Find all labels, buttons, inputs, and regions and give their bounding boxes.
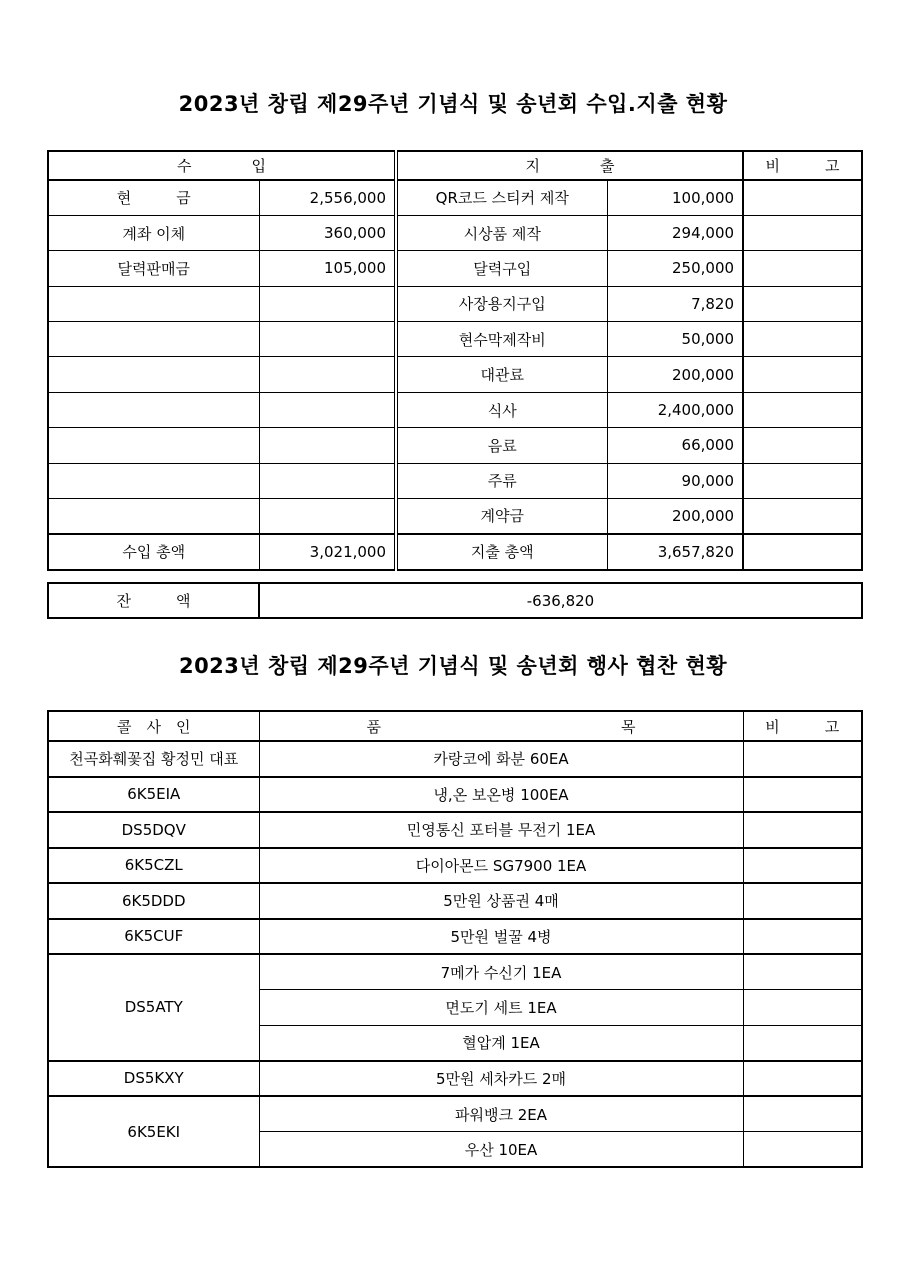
- sponsors-header-row: [48, 711, 862, 741]
- income-label: [48, 428, 259, 463]
- note-cell: [743, 215, 862, 250]
- note-cell: [743, 180, 862, 215]
- note-cell: [743, 954, 862, 990]
- sponsor-item: 파워뱅크 2EA: [259, 1096, 743, 1132]
- income-amount: [259, 428, 396, 463]
- sponsor-callsign: 6K5CZL: [48, 848, 259, 884]
- income-header: 수 입: [48, 151, 396, 180]
- note-cell: [743, 463, 862, 498]
- expense-label: 달력구입: [396, 251, 607, 286]
- sponsor-row: [48, 741, 862, 777]
- sponsor-item: 다이아몬드 SG7900 1EA: [259, 848, 743, 884]
- sponsor-row: [48, 1096, 862, 1132]
- finance-row: [48, 180, 862, 215]
- expense-amount: 66,000: [607, 428, 743, 463]
- income-amount: [259, 286, 396, 321]
- note-cell: [743, 322, 862, 357]
- note-cell: [743, 499, 862, 534]
- income-amount: 105,000: [259, 251, 396, 286]
- note-cell: [743, 534, 862, 570]
- sponsor-callsign: 6K5EKI: [48, 1096, 259, 1167]
- finance-row: [48, 428, 862, 463]
- finance-table: [47, 150, 863, 571]
- income-amount: [259, 392, 396, 427]
- income-label: [48, 499, 259, 534]
- note-cell: [743, 919, 862, 955]
- note-cell: [743, 1061, 862, 1097]
- expense-total-label: 지출 총액: [396, 534, 607, 570]
- note-cell: [743, 428, 862, 463]
- finance-row: [48, 463, 862, 498]
- sponsor-item: 혈압계 1EA: [259, 1025, 743, 1061]
- expense-header: 지 출: [396, 151, 743, 180]
- sponsor-callsign: DS5ATY: [48, 954, 259, 1061]
- income-amount: 2,556,000: [259, 180, 396, 215]
- income-total-label: 수입 총액: [48, 534, 259, 570]
- sponsor-callsign: 천곡화훼꽃집 황정민 대표: [48, 741, 259, 777]
- income-amount: 360,000: [259, 215, 396, 250]
- income-label: 달력판매금: [48, 251, 259, 286]
- balance-table: [47, 582, 863, 619]
- finance-row: [48, 215, 862, 250]
- income-total-amount: 3,021,000: [259, 534, 396, 570]
- finance-row: [48, 357, 862, 392]
- sponsor-row: [48, 848, 862, 884]
- income-label: 현 금: [48, 180, 259, 215]
- sponsor-callsign: DS5KXY: [48, 1061, 259, 1097]
- finance-title: 2023년 창립 제29주년 기념식 및 송년회 수입.지출 현황: [178, 92, 728, 116]
- income-label: [48, 286, 259, 321]
- note-cell: [743, 1096, 862, 1132]
- note-cell: [743, 741, 862, 777]
- sponsor-item: 5만원 세차카드 2매: [259, 1061, 743, 1097]
- expense-label: 시상품 제작: [396, 215, 607, 250]
- expense-label: 사장용지구입: [396, 286, 607, 321]
- note-cell: [743, 990, 862, 1026]
- sponsor-row: [48, 1061, 862, 1097]
- balance-label: 잔 액: [48, 583, 259, 618]
- note-header: 비 고: [743, 151, 862, 180]
- expense-amount: 294,000: [607, 215, 743, 250]
- expense-amount: 200,000: [607, 499, 743, 534]
- income-label: [48, 322, 259, 357]
- balance-value: -636,820: [259, 583, 862, 618]
- expense-total-amount: 3,657,820: [607, 534, 743, 570]
- note-cell: [743, 251, 862, 286]
- sponsor-item: 5만원 벌꿀 4병: [259, 919, 743, 955]
- note-cell: [743, 286, 862, 321]
- expense-label: 주류: [396, 463, 607, 498]
- sponsor-row: [48, 954, 862, 990]
- income-label: 계좌 이체: [48, 215, 259, 250]
- note-cell: [743, 357, 862, 392]
- expense-amount: 90,000: [607, 463, 743, 498]
- finance-row: [48, 286, 862, 321]
- income-label: [48, 357, 259, 392]
- item-header: 품 목: [259, 711, 743, 741]
- income-amount: [259, 357, 396, 392]
- income-amount: [259, 322, 396, 357]
- expense-amount: 250,000: [607, 251, 743, 286]
- finance-row: [48, 499, 862, 534]
- expense-label: 음료: [396, 428, 607, 463]
- finance-row: [48, 322, 862, 357]
- finance-row: [48, 251, 862, 286]
- sponsor-callsign: 6K5EIA: [48, 777, 259, 813]
- expense-amount: 200,000: [607, 357, 743, 392]
- income-amount: [259, 463, 396, 498]
- income-amount: [259, 499, 396, 534]
- note-cell: [743, 1025, 862, 1061]
- sponsor-item: 우산 10EA: [259, 1132, 743, 1168]
- sponsor-item: 민영통신 포터블 무전기 1EA: [259, 812, 743, 848]
- finance-row: [48, 392, 862, 427]
- expense-amount: 2,400,000: [607, 392, 743, 427]
- note-cell: [743, 1132, 862, 1168]
- finance-total-row: [48, 534, 862, 570]
- expense-label: QR코드 스티커 제작: [396, 180, 607, 215]
- sponsors-title: 2023년 창립 제29주년 기념식 및 송년회 행사 협찬 현황: [178, 654, 728, 678]
- expense-label: 계약금: [396, 499, 607, 534]
- note-cell: [743, 777, 862, 813]
- sponsor-row: [48, 883, 862, 919]
- sponsor-header: 콜 사 인: [48, 711, 259, 741]
- note-header: 비 고: [743, 711, 862, 741]
- note-cell: [743, 848, 862, 884]
- sponsor-item: 카랑코에 화분 60EA: [259, 741, 743, 777]
- sponsor-row: [48, 777, 862, 813]
- income-label: [48, 463, 259, 498]
- sponsor-callsign: 6K5CUF: [48, 919, 259, 955]
- sponsors-table: [47, 710, 863, 1168]
- expense-amount: 100,000: [607, 180, 743, 215]
- note-cell: [743, 812, 862, 848]
- sponsor-item: 7메가 수신기 1EA: [259, 954, 743, 990]
- expense-label: 식사: [396, 392, 607, 427]
- finance-header-row: [48, 151, 862, 180]
- sponsor-row: [48, 812, 862, 848]
- note-cell: [743, 392, 862, 427]
- income-label: [48, 392, 259, 427]
- sponsor-item: 면도기 세트 1EA: [259, 990, 743, 1026]
- expense-label: 대관료: [396, 357, 607, 392]
- sponsor-callsign: 6K5DDD: [48, 883, 259, 919]
- sponsor-item: 5만원 상품권 4매: [259, 883, 743, 919]
- expense-label: 현수막제작비: [396, 322, 607, 357]
- sponsor-row: [48, 919, 862, 955]
- sponsor-callsign: DS5DQV: [48, 812, 259, 848]
- note-cell: [743, 883, 862, 919]
- expense-amount: 50,000: [607, 322, 743, 357]
- expense-amount: 7,820: [607, 286, 743, 321]
- sponsor-item: 냉,온 보온병 100EA: [259, 777, 743, 813]
